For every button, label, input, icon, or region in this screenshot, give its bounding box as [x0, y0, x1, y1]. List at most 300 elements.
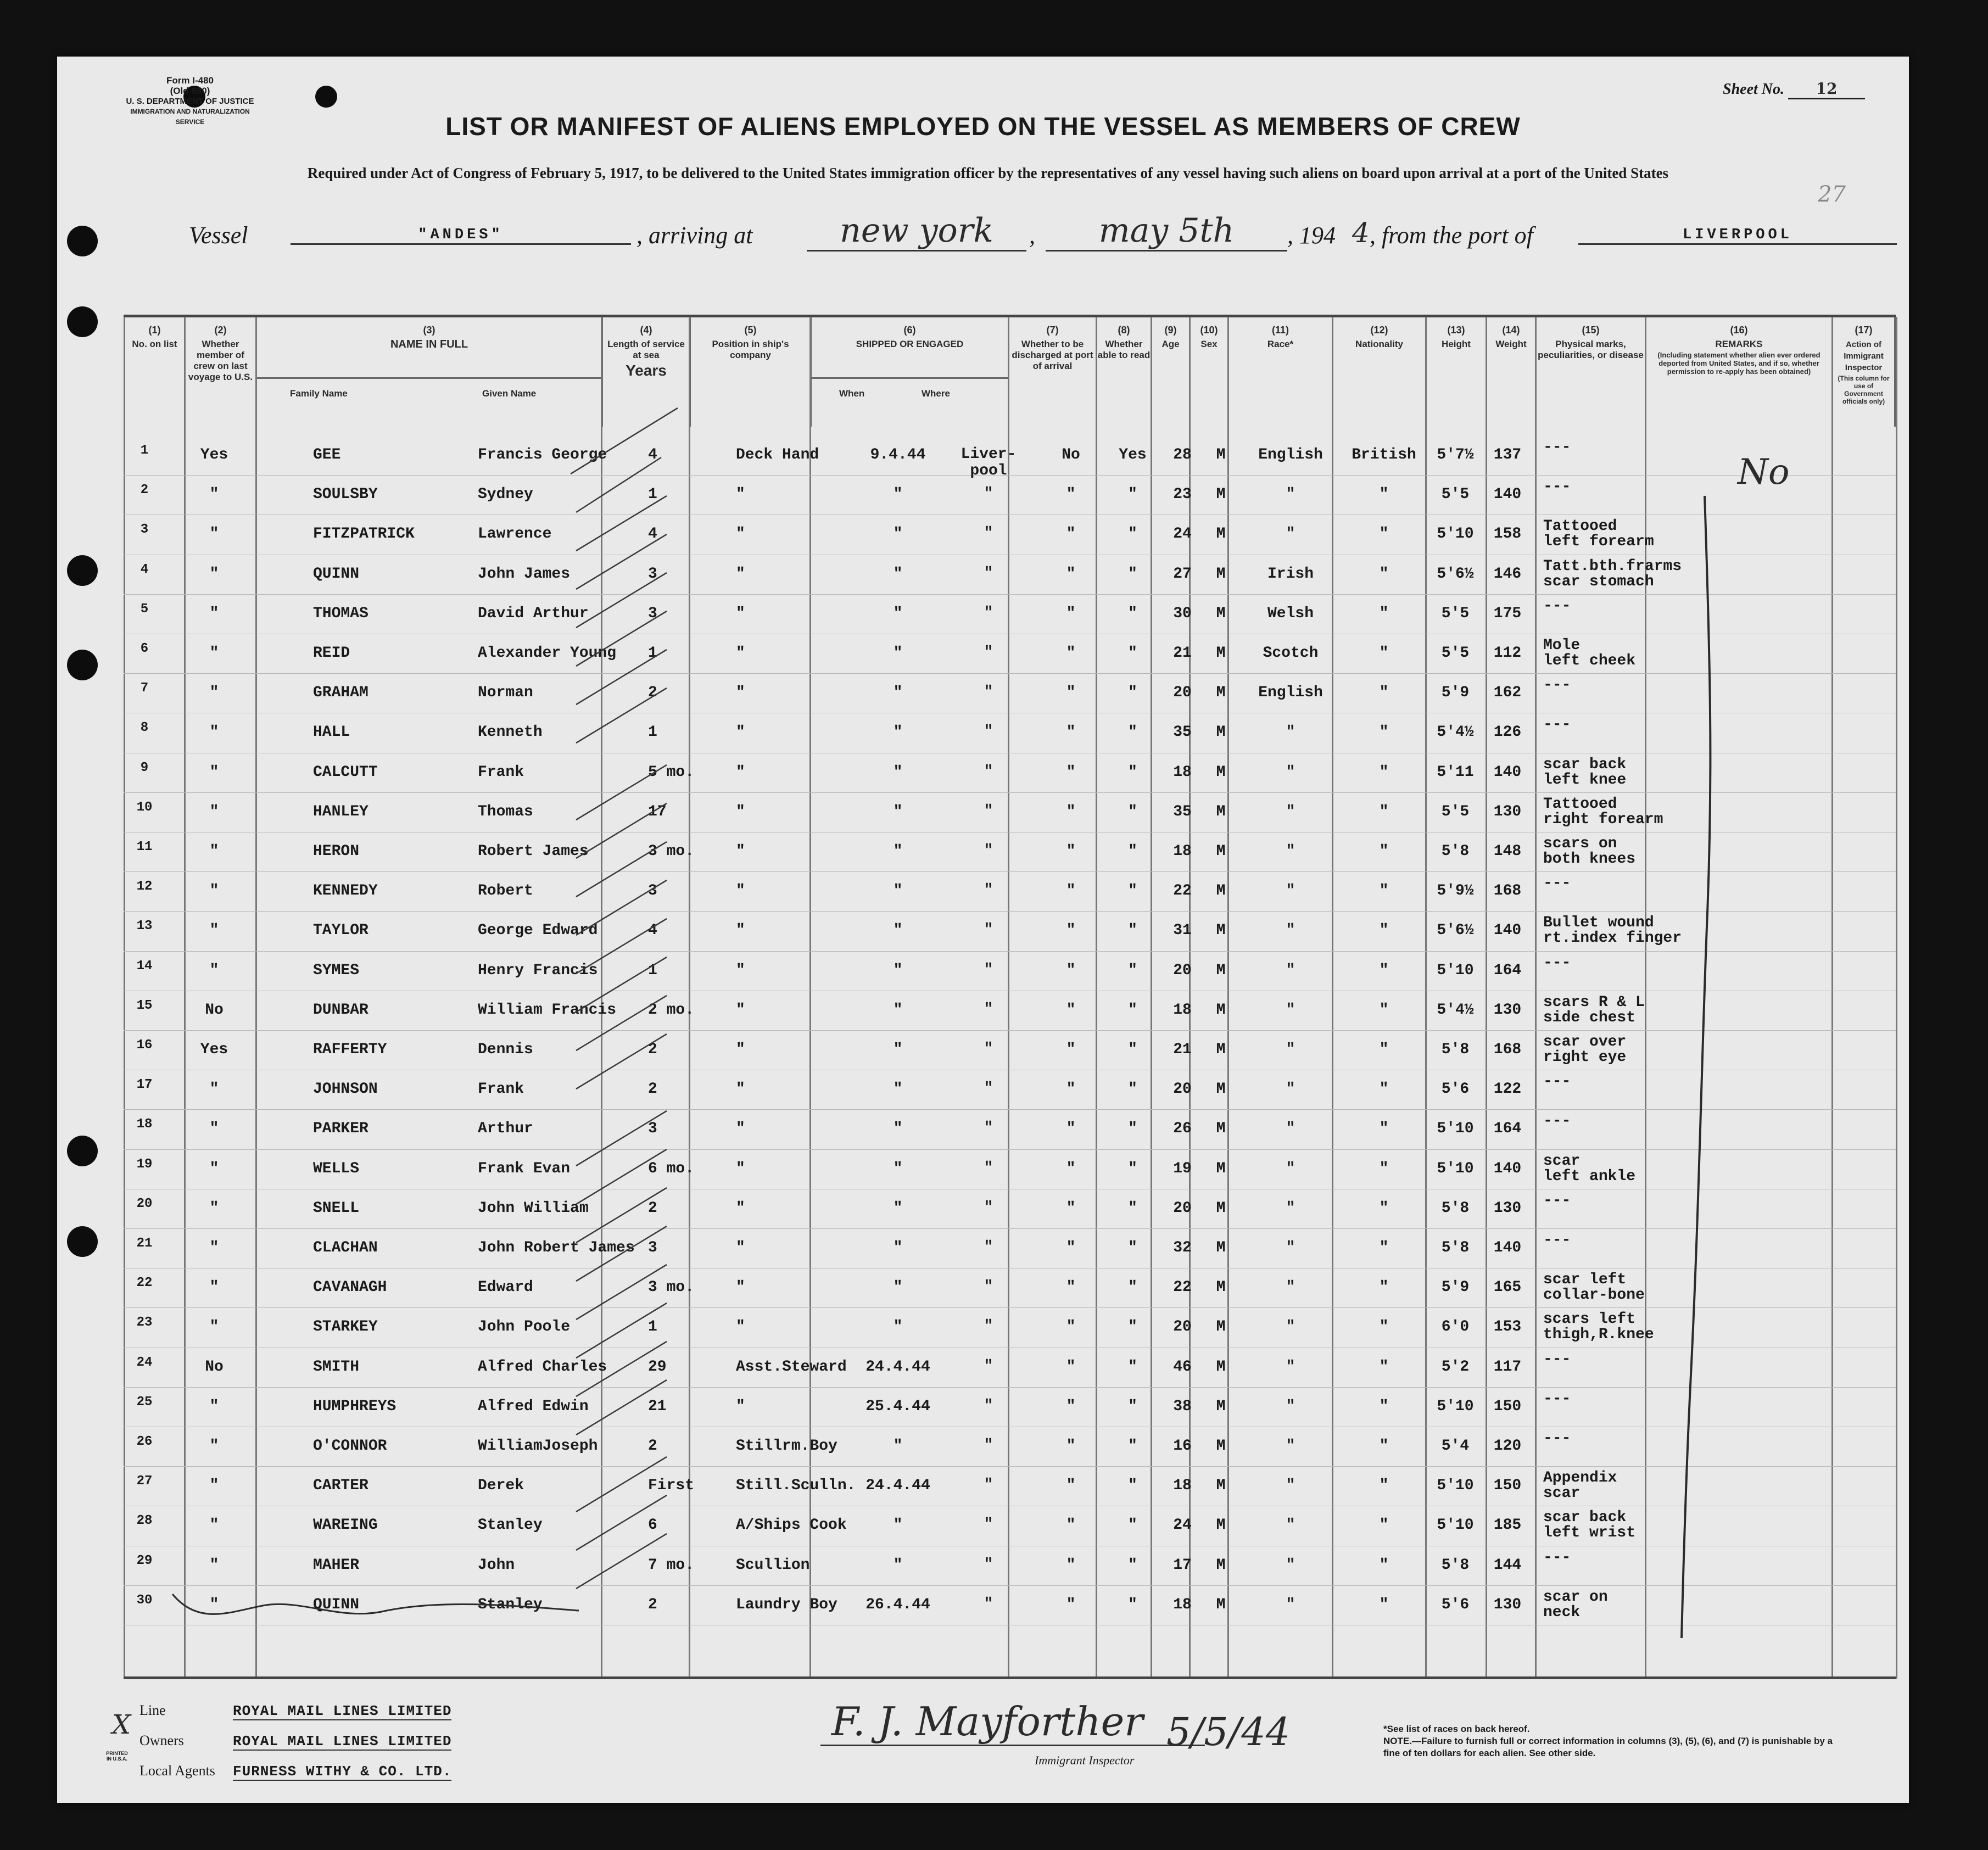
age: 20: [1173, 1318, 1192, 1336]
family-name: THOMAS: [313, 605, 368, 622]
header-col-9: (9) Age: [1151, 317, 1189, 427]
discharged: ": [1066, 486, 1076, 504]
weight: 175: [1493, 605, 1522, 622]
height: 5'8: [1441, 1556, 1470, 1574]
family-name: QUINN: [313, 565, 360, 583]
able-to-read: ": [1128, 1358, 1137, 1376]
height: 5'4½: [1437, 724, 1474, 741]
physical-marks: scar left ankle: [1543, 1152, 1636, 1185]
shipped-where: ": [984, 1477, 993, 1494]
arrival-date: may 5th: [1046, 211, 1287, 251]
given-name: John: [478, 1556, 515, 1574]
race: ": [1286, 922, 1295, 940]
able-to-read: ": [1128, 882, 1137, 900]
header-col-8: (8) Whether able to read: [1096, 317, 1151, 427]
sex: M: [1216, 843, 1226, 860]
given-name: John James: [478, 565, 571, 583]
shipped-when: ": [893, 684, 903, 702]
handwritten-marks: [57, 57, 1909, 1803]
arriving-port: new york: [807, 211, 1026, 251]
able-to-read: ": [1128, 922, 1137, 940]
age: 20: [1173, 1199, 1192, 1217]
weight: 165: [1493, 1279, 1522, 1296]
physical-marks: ---: [1543, 1390, 1571, 1407]
sheet-number: 12: [1788, 80, 1865, 99]
able-to-read: ": [1128, 645, 1137, 662]
service-length: 4: [648, 526, 657, 543]
sex: M: [1216, 684, 1226, 702]
nationality: ": [1379, 724, 1389, 741]
from-label: , from the port of: [1370, 222, 1533, 249]
sex: M: [1216, 1160, 1226, 1177]
shipped-when: ": [893, 1279, 903, 1296]
shipped-where: ": [984, 644, 993, 661]
crew-member-flag: ": [209, 605, 219, 622]
sex: M: [1216, 1001, 1226, 1019]
crew-member-flag: ": [209, 1239, 219, 1256]
given-name: Dennis: [478, 1041, 533, 1058]
physical-marks: Tattooed left forearm: [1543, 518, 1654, 551]
family-name: HUMPHREYS: [313, 1398, 397, 1415]
shipped-where: ": [984, 1080, 993, 1098]
family-name: GEE: [313, 446, 341, 463]
crew-member-flag: Yes: [200, 446, 228, 463]
able-to-read: ": [1128, 724, 1137, 741]
nationality: ": [1379, 1279, 1389, 1296]
bottom-scribble: [172, 1594, 579, 1614]
service-length: 3: [648, 565, 657, 583]
physical-marks: ---: [1543, 1073, 1571, 1091]
crew-member-flag: ": [209, 1596, 219, 1613]
physical-marks: scar back left wrist: [1543, 1509, 1636, 1542]
department: U. S. DEPARTMENT OF JUSTICE: [126, 97, 254, 106]
given-name: Frank: [478, 1081, 524, 1098]
position: ": [736, 645, 745, 662]
shipped-when: ": [893, 526, 903, 543]
able-to-read: ": [1128, 1199, 1137, 1217]
discharged: ": [1066, 1318, 1076, 1336]
able-to-read: ": [1128, 763, 1137, 781]
shipped-where: Liver- pool: [961, 446, 1017, 479]
inspector-label: Immigrant Inspector: [1035, 1753, 1135, 1767]
shipped-where: ": [984, 1199, 993, 1216]
able-to-read: ": [1128, 1001, 1137, 1019]
sex: M: [1216, 803, 1226, 820]
header-col-15: (15) Physical marks, peculiarities, or disease: [1535, 317, 1645, 427]
race: ": [1286, 1041, 1295, 1058]
sex: M: [1216, 486, 1226, 504]
family-name: DUNBAR: [313, 1001, 368, 1019]
years-label: Years: [626, 362, 667, 379]
age: 26: [1173, 1120, 1192, 1138]
height: 5'10: [1437, 1120, 1474, 1138]
height: 5'10: [1437, 1160, 1474, 1177]
given-name: Frank: [478, 763, 524, 781]
family-name: SOULSBY: [313, 486, 378, 504]
able-to-read: ": [1128, 526, 1137, 543]
position: ": [736, 1239, 745, 1256]
sex: M: [1216, 962, 1226, 979]
nationality: ": [1379, 1239, 1389, 1256]
able-to-read: ": [1128, 1398, 1137, 1415]
physical-marks: ---: [1543, 1350, 1571, 1368]
weight: 130: [1493, 1199, 1522, 1217]
action-note: (This column for use of Government officials only): [1838, 375, 1890, 405]
crew-member-flag: ": [209, 1199, 219, 1217]
position: Still.Sculln.: [736, 1477, 856, 1495]
position: ": [736, 1398, 745, 1415]
discharged: ": [1066, 803, 1076, 820]
physical-marks: Mole left cheek: [1543, 637, 1636, 669]
shipped-where: ": [984, 564, 993, 582]
able-to-read: ": [1128, 684, 1137, 702]
family-name: HERON: [313, 843, 360, 860]
nationality: ": [1379, 1199, 1389, 1217]
family-name: KENNEDY: [313, 882, 378, 900]
nationality: ": [1379, 1517, 1389, 1534]
sex: M: [1216, 1398, 1226, 1415]
weight: 140: [1493, 763, 1522, 781]
footer-agents-row: Local Agents FURNESS WITHY & CO. LTD.: [139, 1763, 452, 1780]
where-header: Where: [922, 388, 950, 399]
sex: M: [1216, 1318, 1226, 1336]
age: 18: [1173, 1477, 1192, 1495]
row-number: 2: [140, 483, 149, 498]
sex: M: [1216, 1041, 1226, 1058]
row-number: 18: [136, 1117, 153, 1132]
weight: 117: [1493, 1358, 1522, 1376]
service-length: 4: [648, 922, 657, 940]
race: English: [1258, 684, 1323, 702]
row-number: 29: [136, 1553, 153, 1568]
shipped-where: ": [984, 684, 993, 701]
position: ": [736, 1199, 745, 1217]
footer-notes: [1383, 1723, 1834, 1759]
age: 20: [1173, 962, 1192, 979]
inspector-signature: F. J. Mayforther: [820, 1698, 1205, 1770]
header-col-13: (13) Height: [1425, 317, 1486, 427]
vessel-label: Vessel: [189, 222, 248, 249]
able-to-read: Yes: [1119, 446, 1147, 463]
race: ": [1286, 1398, 1295, 1415]
given-name: Derek: [478, 1477, 524, 1495]
nationality: ": [1379, 1438, 1389, 1455]
physical-marks: scars on both knees: [1543, 835, 1636, 868]
discharged: ": [1066, 684, 1076, 702]
height: 5'5: [1441, 605, 1470, 622]
nationality: ": [1379, 1001, 1389, 1019]
height: 5'9: [1441, 684, 1470, 702]
crew-member-flag: ": [209, 684, 219, 702]
row-number: 6: [140, 641, 149, 656]
able-to-read: ": [1128, 1556, 1137, 1574]
discharged: ": [1066, 1001, 1076, 1019]
crew-member-flag: Yes: [200, 1041, 228, 1058]
shipped-where: ": [984, 1516, 993, 1534]
physical-marks: ---: [1543, 597, 1571, 614]
shipped-when: ": [893, 1199, 903, 1217]
given-name: Alfred Edwin: [478, 1398, 589, 1415]
sex: M: [1216, 1517, 1226, 1534]
year-digit: 4: [1352, 217, 1370, 249]
row-number: 16: [136, 1038, 153, 1053]
position: ": [736, 605, 745, 622]
header-col-6: (6) SHIPPED OR ENGAGED When Where: [810, 317, 1008, 427]
position: ": [736, 1041, 745, 1058]
nationality: ": [1379, 763, 1389, 781]
family-name: SMITH: [313, 1358, 360, 1376]
sheet-label: Sheet No.: [1723, 81, 1784, 98]
nationality: ": [1379, 1160, 1389, 1177]
physical-marks: ---: [1543, 478, 1571, 496]
shipped-where: ": [984, 485, 993, 503]
given-name: Robert James: [478, 843, 589, 860]
age: 22: [1173, 882, 1192, 900]
crew-member-flag: ": [209, 1477, 219, 1495]
header-col-7: (7) Whether to be discharged at port of arrival: [1008, 317, 1096, 427]
sex: M: [1216, 446, 1226, 463]
position: ": [736, 882, 745, 900]
height: 5'2: [1441, 1358, 1470, 1376]
shipped-where: ": [984, 1159, 993, 1177]
family-name: MAHER: [313, 1556, 360, 1574]
discharged: ": [1066, 763, 1076, 781]
family-name: RAFFERTY: [313, 1041, 387, 1058]
family-name: QUINN: [313, 1596, 360, 1613]
shipped-where: ": [984, 842, 993, 859]
position: ": [736, 486, 745, 504]
shipped-when: ": [893, 1041, 903, 1058]
given-name: Edward: [478, 1279, 533, 1296]
nationality: ": [1379, 962, 1389, 979]
nationality: ": [1379, 1318, 1389, 1336]
position: ": [736, 724, 745, 741]
header-col-10: (10) Sex: [1189, 317, 1227, 427]
service-length: 7 mo.: [648, 1556, 695, 1574]
shipped-when: ": [893, 565, 903, 583]
crew-member-flag: ": [209, 882, 219, 900]
sex: M: [1216, 1120, 1226, 1138]
race: ": [1286, 1477, 1295, 1495]
crew-member-flag: ": [209, 962, 219, 979]
discharged: ": [1066, 1199, 1076, 1217]
discharged: ": [1066, 645, 1076, 662]
sex: M: [1216, 882, 1226, 900]
owners-value: ROYAL MAIL LINES LIMITED: [233, 1733, 452, 1750]
service-length: 2: [648, 1199, 657, 1217]
nationality: ": [1379, 803, 1389, 820]
weight: 140: [1493, 922, 1522, 940]
height: 5'8: [1441, 1041, 1470, 1058]
physical-marks: ---: [1543, 1192, 1571, 1209]
age: 21: [1173, 645, 1192, 662]
race: ": [1286, 882, 1295, 900]
footer-agents: [139, 1696, 451, 1786]
given-name: Alexander Young: [478, 645, 617, 662]
sex: M: [1216, 1556, 1226, 1574]
given-name: Robert: [478, 882, 533, 900]
physical-marks: ---: [1543, 1232, 1571, 1249]
sex: M: [1216, 1596, 1226, 1613]
service-length: 6 mo.: [648, 1160, 695, 1177]
family-name: PARKER: [313, 1120, 368, 1138]
able-to-read: ": [1128, 605, 1137, 622]
service-length: 1: [648, 645, 657, 662]
family-name: STARKEY: [313, 1318, 378, 1336]
nationality: ": [1379, 1556, 1389, 1574]
discharged: ": [1066, 1517, 1076, 1534]
row-number: 12: [136, 879, 153, 895]
service-length: 1: [648, 724, 657, 741]
nationality: ": [1379, 645, 1389, 662]
race: ": [1286, 1358, 1295, 1376]
service-length: 6: [648, 1517, 657, 1534]
fine-note: NOTE.—Failure to furnish full or correct information in columns (3), (5), (6), and (7) is punishable by a fine of ten dollars for each alien. See other side.: [1383, 1736, 1833, 1758]
shipped-when: 9.4.44: [870, 446, 926, 463]
crew-member-flag: ": [209, 1120, 219, 1138]
nationality: ": [1379, 1358, 1389, 1376]
sex: M: [1216, 1477, 1226, 1495]
weight: 130: [1493, 803, 1522, 820]
able-to-read: ": [1128, 1438, 1137, 1455]
position: ": [736, 526, 745, 543]
family-name: WAREING: [313, 1517, 378, 1534]
weight: 130: [1493, 1596, 1522, 1613]
age: 17: [1173, 1556, 1192, 1574]
age: 18: [1173, 763, 1192, 781]
shipped-where: ": [984, 1397, 993, 1415]
able-to-read: ": [1128, 803, 1137, 820]
family-name-header: Family Name: [290, 388, 348, 399]
shipped-when: ": [893, 1556, 903, 1574]
shipped-when: ": [893, 1001, 903, 1019]
weight: 112: [1493, 645, 1522, 662]
physical-marks: scar on neck: [1543, 1588, 1608, 1621]
sex: M: [1216, 526, 1226, 543]
position: ": [736, 1279, 745, 1296]
weight: 140: [1493, 1239, 1522, 1256]
shipped-where: ": [984, 961, 993, 979]
row-number: 27: [136, 1474, 153, 1489]
service-length: 2: [648, 1081, 657, 1098]
shipped-when: 25.4.44: [865, 1398, 930, 1415]
sex: M: [1216, 1438, 1226, 1455]
nationality: ": [1379, 843, 1389, 860]
race: ": [1286, 763, 1295, 781]
shipped-when: ": [893, 724, 903, 741]
shipped-when: ": [893, 922, 903, 940]
age: 16: [1173, 1438, 1192, 1455]
row-number: 26: [136, 1434, 153, 1449]
age: 20: [1173, 684, 1192, 702]
age: 24: [1173, 1517, 1192, 1534]
physical-marks: Tatt.bth.frarms scar stomach: [1543, 557, 1682, 590]
given-name: Frank Evan: [478, 1160, 571, 1177]
height: 5'6½: [1437, 565, 1474, 583]
shipped-when: ": [893, 803, 903, 820]
nationality: ": [1379, 1596, 1389, 1613]
nationality: ": [1379, 684, 1389, 702]
height: 5'10: [1437, 1517, 1474, 1534]
height: 5'11: [1437, 763, 1474, 781]
page-title: LIST OR MANIFEST OF ALIENS EMPLOYED ON THE VESSEL AS MEMBERS OF CREW: [445, 112, 1521, 141]
header-col-16: (16) REMARKS (Including statement whether alien ever ordered deported from United States, and if so, whether permission to re-apply has been obtained): [1645, 317, 1831, 427]
nationality: ": [1379, 882, 1389, 900]
age: 27: [1173, 565, 1192, 583]
race: ": [1286, 724, 1295, 741]
crew-member-flag: ": [209, 763, 219, 781]
age: 30: [1173, 605, 1192, 622]
sex: M: [1216, 763, 1226, 781]
age: 20: [1173, 1081, 1192, 1098]
crew-member-flag: ": [209, 1279, 219, 1296]
given-name: WilliamJoseph: [478, 1438, 598, 1455]
nationality: British: [1352, 446, 1416, 463]
age: 28: [1173, 446, 1192, 463]
age: 22: [1173, 1279, 1192, 1296]
age: 23: [1173, 486, 1192, 504]
weight: 126: [1493, 724, 1522, 741]
header-col-14: (14) Weight: [1486, 317, 1535, 427]
sex: M: [1216, 922, 1226, 940]
sex: M: [1216, 605, 1226, 622]
weight: 153: [1493, 1318, 1522, 1336]
service-length: 4: [648, 446, 657, 463]
weight: 146: [1493, 565, 1522, 583]
row-number: 10: [136, 800, 153, 815]
position: Asst.Steward: [736, 1358, 847, 1376]
able-to-read: ": [1128, 1239, 1137, 1256]
shipped-when: ": [893, 486, 903, 504]
able-to-read: ": [1128, 565, 1137, 583]
shipped-when: ": [893, 605, 903, 622]
service-length: First: [648, 1477, 695, 1495]
position: ": [736, 1318, 745, 1336]
nationality: ": [1379, 1081, 1389, 1098]
given-name: Stanley: [478, 1596, 543, 1613]
shipped-where: ": [984, 882, 993, 899]
crew-member-flag: ": [209, 1160, 219, 1177]
row-number: 13: [136, 919, 153, 934]
shipped-where: ": [984, 763, 993, 780]
row-number: 11: [136, 840, 153, 854]
service-length: 2: [648, 1438, 657, 1455]
given-name: Thomas: [478, 803, 533, 820]
family-name: FITZPATRICK: [313, 526, 415, 543]
physical-marks: scars R & L side chest: [1543, 993, 1645, 1026]
race: English: [1258, 446, 1323, 463]
family-name: WELLS: [313, 1160, 360, 1177]
family-name: CARTER: [313, 1477, 368, 1495]
weight: 164: [1493, 1120, 1522, 1138]
service-length: 3: [648, 1120, 657, 1138]
discharged: ": [1066, 1041, 1076, 1058]
discharged: ": [1066, 1239, 1076, 1256]
nationality: ": [1379, 605, 1389, 622]
race: ": [1286, 1596, 1295, 1613]
sex: M: [1216, 645, 1226, 662]
row-number: 25: [136, 1394, 153, 1410]
weight: 162: [1493, 684, 1522, 702]
able-to-read: ": [1128, 1318, 1137, 1336]
given-name-header: Given Name: [482, 388, 537, 399]
able-to-read: ": [1128, 1120, 1137, 1138]
age: 38: [1173, 1398, 1192, 1415]
weight: 150: [1493, 1398, 1522, 1415]
weight: 130: [1493, 1001, 1522, 1019]
given-name: John Poole: [478, 1318, 571, 1336]
row-number: 22: [136, 1276, 153, 1291]
